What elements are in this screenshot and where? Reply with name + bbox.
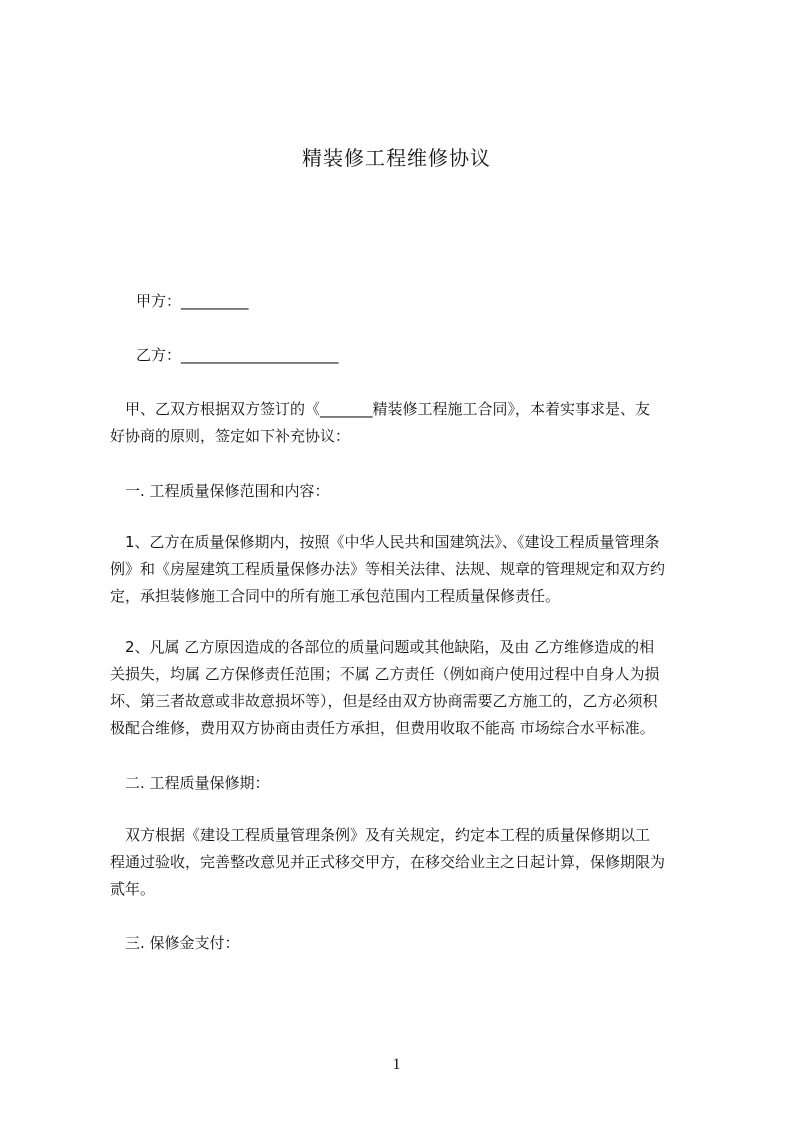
section-heading-1: 一. 工程质量保修范围和内容： xyxy=(110,482,330,500)
clause-1-line-3: 定，承担装修施工合同中的所有施工承包范围内工程质量保修责任。 xyxy=(110,587,561,605)
page-number: 1 xyxy=(392,1056,401,1073)
clause-3-line-2: 程通过验收，完善整改意见并正式移交甲方，在移交给业主之日起计算，保修期限为 xyxy=(110,853,666,871)
document-title: 精装修工程维修协议 xyxy=(302,146,491,170)
section-heading-2: 二. 工程质量保修期： xyxy=(110,774,270,792)
clause-3-line-1: 双方根据《建设工程质量管理条例》及有关规定，约定本工程的质量保修期以工 xyxy=(110,826,651,844)
section-heading-3: 三. 保修金支付： xyxy=(110,934,240,952)
clause-2-line-4: 极配合维修，费用双方协商由责任方承担，但费用收取不能高 市场综合水平标准。 xyxy=(110,719,655,737)
intro-line-2: 好协商的原则，签定如下补充协议： xyxy=(110,427,351,445)
clause-2-line-1: 2、凡属 乙方原因造成的各部位的质量问题或其他缺陷，及由 乙方维修造成的相 xyxy=(110,638,655,656)
clause-1-line-1: 1、乙方在质量保修期内，按照《中华人民共和国建筑法》、《建设工程质量管理条 xyxy=(110,533,660,551)
clause-3-line-3: 贰年。 xyxy=(110,880,156,898)
clause-2-line-3: 坏、第三者故意或非故意损坏等），但是经由双方协商需要乙方施工的，乙方必须积 xyxy=(110,692,658,710)
party-a-line: 甲方：_________ xyxy=(136,292,249,310)
clause-1-line-2: 例》和《房屋建筑工程质量保修办法》等相关法律、法规、规章的管理规定和双方约 xyxy=(110,560,666,578)
clause-2-line-2: 关损失，均属 乙方保修责任范围；不属 乙方责任（例如商户使用过程中自身人为损 xyxy=(110,665,660,683)
party-b-line: 乙方：_____________________ xyxy=(136,346,339,364)
intro-line-1: 甲、乙双方根据双方签订的《_______精装修工程施工合同》，本着实事求是、友 xyxy=(110,400,651,418)
